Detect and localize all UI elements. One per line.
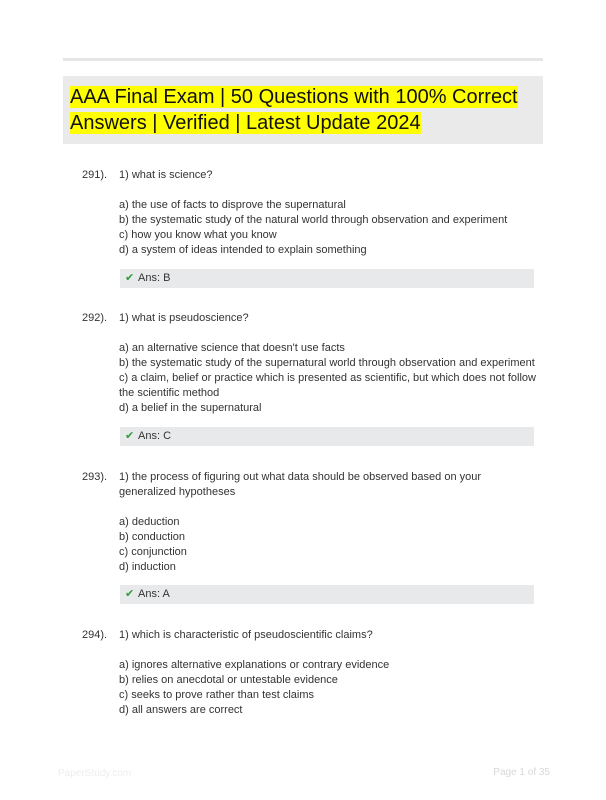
answer-label: Ans: C — [138, 430, 172, 442]
question-number: 294). — [82, 629, 108, 641]
question-body — [119, 470, 537, 575]
option-c: c) how you know what you know — [119, 229, 277, 241]
option-b: b) the systematic study of the natural world through observation and experiment — [119, 214, 508, 226]
answer-bar — [120, 585, 534, 604]
option-b: b) relies on anecdotal or untestable evidence — [119, 674, 338, 686]
option-c: c) seeks to prove rather than test claims — [119, 689, 315, 701]
option-d: d) a belief in the supernatural — [119, 402, 262, 414]
check-icon: ✔ — [125, 588, 135, 600]
question-number: 293). — [82, 471, 108, 483]
question-text: 1) what is pseudoscience? — [119, 312, 249, 324]
answer-label: Ans: A — [138, 588, 170, 600]
option-d: d) all answers are correct — [119, 704, 243, 716]
top-divider — [63, 58, 543, 61]
option-c: c) a claim, belief or practice which is presented as scientific, but which does not follow the scientific method — [119, 372, 536, 399]
option-a: a) ignores alternative explanations or contrary evidence — [119, 659, 390, 671]
answer-bar — [120, 427, 534, 446]
question-text: 1) what is science? — [119, 169, 213, 181]
question-text: 1) which is characteristic of pseudoscientific claims? — [119, 629, 373, 641]
option-a: a) an alternative science that doesn't use facts — [119, 342, 345, 354]
question-body — [119, 168, 537, 258]
option-d: d) a system of ideas intended to explain something — [119, 244, 367, 256]
question-body — [119, 311, 537, 416]
option-a: a) the use of facts to disprove the supernatural — [119, 199, 346, 211]
check-icon: ✔ — [125, 430, 135, 442]
footer-site-watermark: PaperStudy.com — [58, 768, 132, 779]
question-body — [119, 628, 537, 718]
option-a: a) deduction — [119, 516, 180, 528]
question-text: 1) the process of figuring out what data should be observed based on your generalized hypotheses — [119, 471, 482, 498]
document-title: AAA Final Exam | 50 Questions with 100% Correct Answers | Verified | Latest Update 2024 — [70, 86, 518, 134]
check-icon: ✔ — [125, 272, 135, 284]
option-b: b) the systematic study of the supernatural world through observation and experiment — [119, 357, 535, 369]
answer-bar — [120, 269, 534, 288]
option-d: d) induction — [119, 561, 176, 573]
option-b: b) conduction — [119, 531, 186, 543]
question-number: 291). — [82, 169, 108, 181]
option-c: c) conjunction — [119, 546, 187, 558]
answer-label: Ans: B — [138, 272, 171, 284]
question-number: 292). — [82, 312, 108, 324]
page-indicator: Page 1 of 35 — [493, 767, 550, 778]
